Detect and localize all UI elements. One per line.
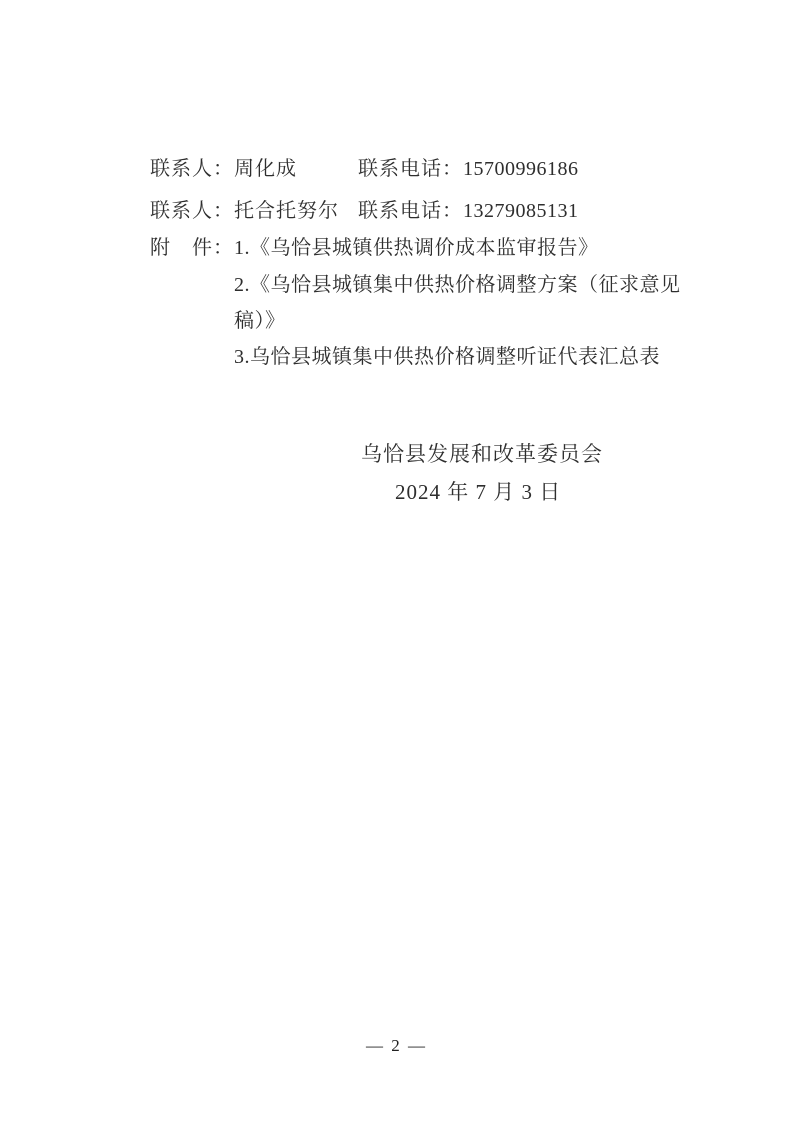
contact-1 bbox=[150, 152, 297, 181]
attachment-line-3: 稿）》 bbox=[234, 310, 286, 332]
date-row bbox=[0, 476, 793, 508]
contact-row-2 bbox=[0, 194, 793, 226]
contact-1-label: 联系人： bbox=[150, 158, 234, 180]
attachment-label: 附 件： bbox=[150, 237, 234, 259]
contact-1-name: 周化成 bbox=[234, 158, 297, 180]
page-number: — 2 — bbox=[366, 1036, 427, 1055]
signature-organization: 乌恰县发展和改革委员会 bbox=[361, 442, 603, 466]
signature-date: 2024 年 7 月 3 日 bbox=[395, 480, 562, 504]
contact-2-phone-number: 13279085131 bbox=[463, 200, 579, 222]
contact-1-phone-label: 联系电话： bbox=[358, 158, 463, 180]
contact-row-1 bbox=[0, 152, 793, 184]
contact-2-label: 联系人： bbox=[150, 200, 234, 222]
attachment-row-2 bbox=[0, 268, 793, 300]
attachment-row-3 bbox=[0, 304, 793, 336]
contact-1-phone-number: 15700996186 bbox=[463, 158, 579, 180]
contact-1-phone bbox=[358, 152, 579, 181]
attachment-line-2: 2.《乌恰县城镇集中供热价格调整方案（征求意见 bbox=[234, 274, 681, 296]
contact-2-phone-label: 联系电话： bbox=[358, 200, 463, 222]
contact-2-name: 托合托努尔 bbox=[234, 200, 339, 222]
attachment-line-4: 3.乌恰县城镇集中供热价格调整听证代表汇总表 bbox=[234, 346, 660, 368]
contact-2-phone bbox=[358, 194, 579, 223]
contact-2 bbox=[150, 194, 339, 223]
attachment-line-1: 1.《乌恰县城镇供热调价成本监审报告》 bbox=[234, 237, 599, 259]
attachment-row-1 bbox=[0, 231, 793, 263]
signature-row bbox=[0, 438, 793, 470]
attachment-row-4 bbox=[0, 340, 793, 372]
